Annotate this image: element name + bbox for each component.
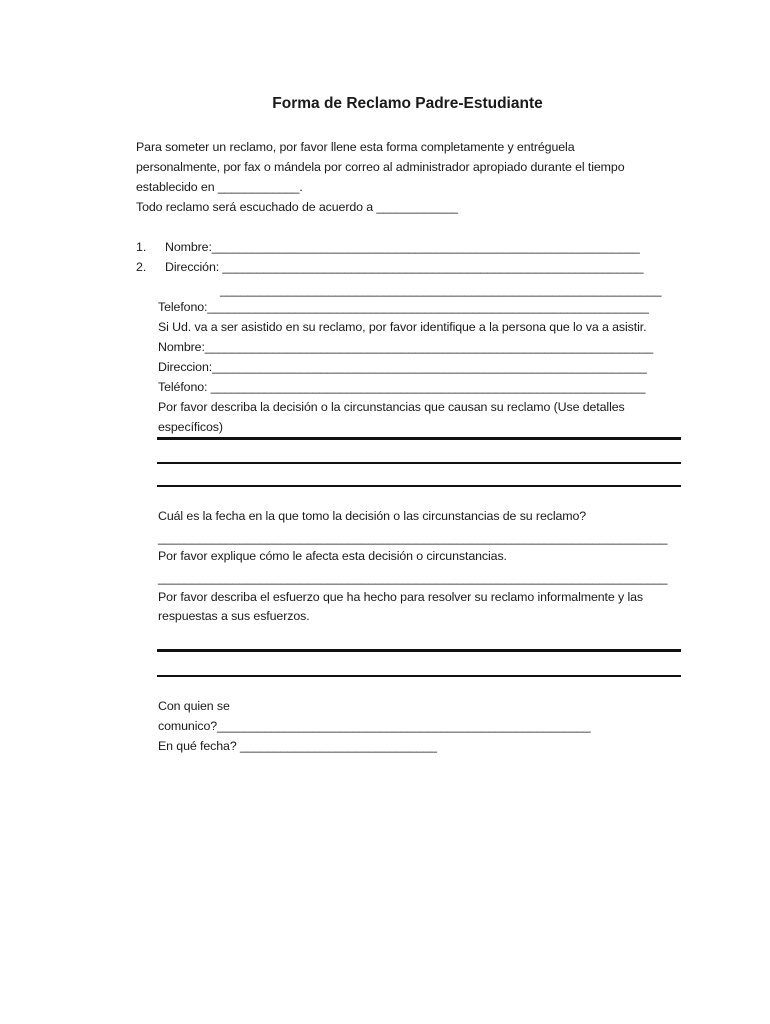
intro-line-3: establecido en ____________. (136, 180, 303, 194)
phone-field: Telefono:_________________________________________________________________ (158, 300, 649, 314)
contact-date-field: En qué fecha? _____________________________ (158, 739, 437, 753)
intro-line-1: Para someter un reclamo, por favor llene esta forma completamente y entréguela (136, 140, 575, 154)
assistant-address-field: Direccion:________________________________________________________________ (158, 360, 647, 374)
intro-line-2: personalmente, por fax o mándela por correo al administrador apropiado durante el tiempo (136, 160, 625, 174)
address-field: Dirección: ______________________________________________________________ (165, 260, 644, 274)
answer-line (157, 675, 681, 677)
assistant-name-field: Nombre:__________________________________________________________________ (158, 340, 654, 354)
intro-line-4: Todo reclamo será escuchado de acuerdo a ____________ (136, 200, 458, 214)
answer-line (157, 437, 681, 440)
effort-prompt-line-2: respuestas a sus esfuerzos. (158, 609, 310, 623)
date-question: Cuál es la fecha en la que tomo la decisión o las circunstancias de su reclamo? (158, 509, 587, 523)
contact-prompt-line-1: Con quien se (158, 699, 230, 713)
answer-line (157, 649, 681, 652)
describe-prompt-line-2: específicos) (158, 420, 223, 434)
effort-prompt-line-1: Por favor describa el esfuerzo que ha hecho para resolver su reclamo informalmente y las (158, 590, 644, 604)
explain-question: Por favor explique cómo le afecta esta decisión o circunstancias. (158, 549, 507, 563)
name-field: Nombre:_______________________________________________________________ (165, 240, 640, 254)
item-number-1: 1. (136, 240, 147, 254)
date-answer-field: ___________________________________________________________________________ (158, 531, 668, 545)
answer-line (157, 462, 681, 464)
assistant-prompt: Si Ud. va a ser asistido en su reclamo, por favor identifique a la persona que lo va a asistir. (158, 320, 647, 334)
form-title: Forma de Reclamo Padre-Estudiante (272, 95, 543, 112)
answer-line (157, 485, 681, 487)
contact-field: comunico?_______________________________________________________ (158, 719, 591, 733)
item-number-2: 2. (136, 260, 147, 274)
assistant-phone-field: Teléfono: ________________________________________________________________ (158, 380, 646, 394)
describe-prompt-line-1: Por favor describa la decisión o la circunstancias que causan su reclamo (Use detalles (158, 400, 625, 414)
address-continuation-field: _________________________________________________________________ (220, 283, 662, 297)
explain-answer-field: ___________________________________________________________________________ (158, 571, 668, 585)
